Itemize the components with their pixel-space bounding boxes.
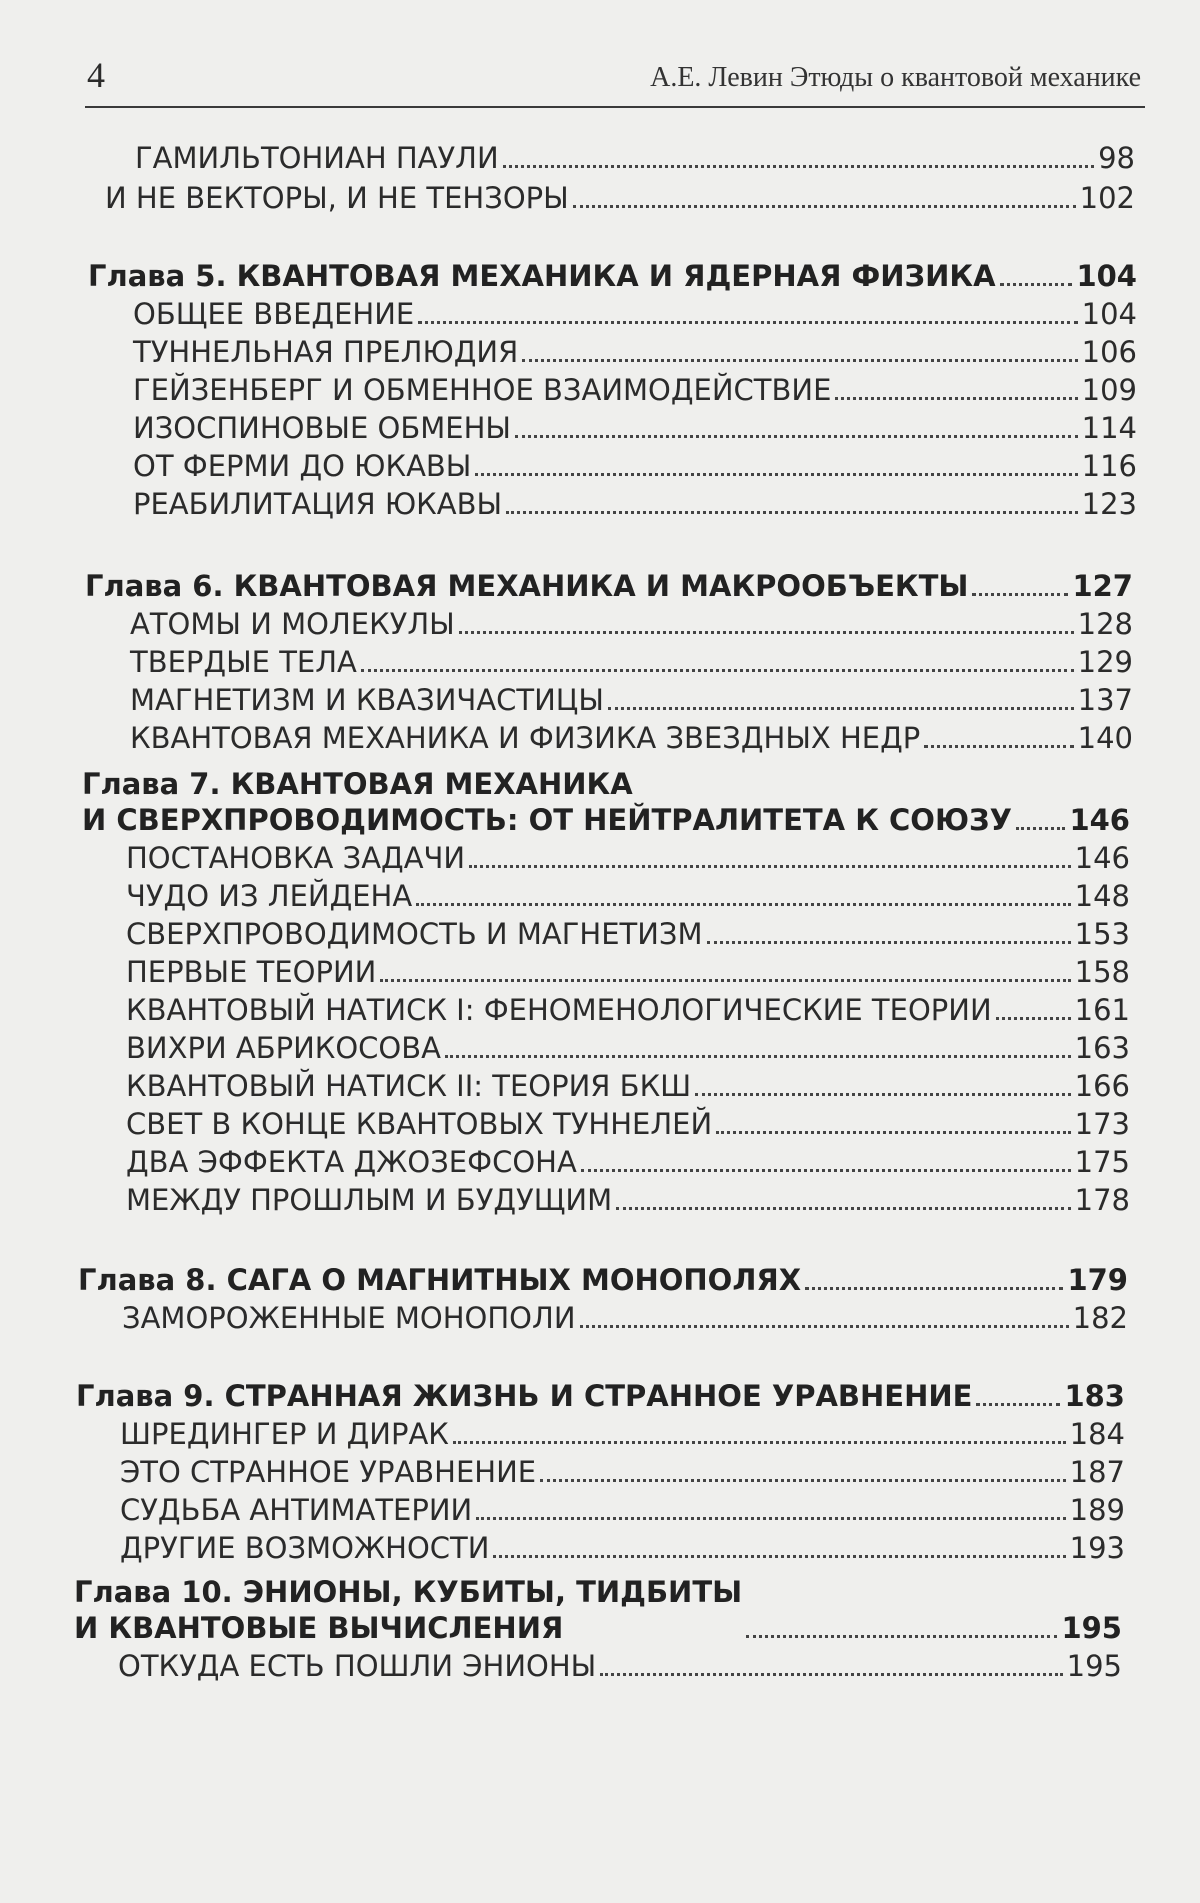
toc-page-number: 183 [1064,1379,1125,1413]
dot-leader [573,205,1076,208]
toc-entry-title: ГАМИЛЬТОНИАН ПАУЛИ [135,141,499,175]
toc-page-number: 129 [1077,645,1133,679]
dot-leader [522,359,1077,362]
toc-section-entry[interactable] [126,1144,1130,1180]
dot-leader [600,1673,1062,1676]
dot-leader [608,707,1074,710]
toc-chapter-entry[interactable] [76,1378,1125,1414]
toc-entry-title [82,766,1012,838]
toc-entry-title: ШРЕДИНГЕР И ДИРАК [120,1417,449,1451]
toc-section-entry[interactable] [126,1068,1130,1104]
toc-section-entry[interactable] [122,1300,1128,1336]
toc-page-number: 140 [1077,721,1133,755]
toc-entry-title: АТОМЫ И МОЛЕКУЛЫ [130,607,455,641]
toc-section-entry[interactable] [133,296,1137,332]
dot-leader [361,669,1074,672]
dot-leader [380,979,1070,982]
dot-leader [616,1207,1071,1210]
dot-leader [475,473,1077,476]
toc-entry-title: ТУННЕЛЬНАЯ ПРЕЛЮДИЯ [133,335,519,369]
toc-page-number: 187 [1069,1455,1125,1489]
toc-section-entry[interactable] [120,1416,1125,1452]
toc-entry-title: СВЕРХПРОВОДИМОСТЬ И МАГНЕТИЗМ [126,917,703,951]
toc-entry-title: ГЕЙЗЕНБЕРГ И ОБМЕННОЕ ВЗАИМОДЕЙСТВИЕ [133,373,832,407]
toc-section-entry[interactable] [118,1648,1122,1684]
toc-entry-title: ДРУГИЕ ВОЗМОЖНОСТИ [120,1531,490,1565]
toc-chapter-entry[interactable] [78,1262,1128,1298]
page-header [85,48,1145,108]
toc-section-entry[interactable] [126,916,1130,952]
toc-entry-title: ЭТО СТРАННОЕ УРАВНЕНИЕ [120,1455,537,1489]
dot-leader [976,1403,1060,1406]
toc-page-number: 109 [1081,373,1137,407]
toc-section-entry[interactable] [126,840,1130,876]
toc-page-number: 148 [1074,879,1130,913]
toc-section-entry[interactable] [130,682,1133,718]
toc-page-number: 137 [1077,683,1133,717]
toc-page-number: 166 [1074,1069,1130,1103]
dot-leader [459,631,1074,634]
toc-section-entry[interactable] [133,410,1137,446]
dot-leader [581,1169,1071,1172]
toc-page-number: 104 [1081,297,1137,331]
toc-section-entry[interactable] [126,992,1130,1028]
toc-page-number: 158 [1074,955,1130,989]
toc-section-entry[interactable] [126,878,1130,914]
toc-page-number: 189 [1069,1493,1125,1527]
dot-leader [493,1555,1065,1558]
toc-entry-title: КВАНТОВЫЙ НАТИСК I: ФЕНОМЕНОЛОГИЧЕСКИЕ ТЕОРИИ [126,993,992,1027]
toc-entry-title: КВАНТОВАЯ МЕХАНИКА И ФИЗИКА ЗВЕЗДНЫХ НЕДР [130,721,921,755]
toc-page-number: 161 [1074,993,1130,1027]
toc-entry-title: ЗАМОРОЖЕННЫЕ МОНОПОЛИ [122,1301,576,1335]
toc-entry-title [74,1574,742,1646]
toc-entry-title: МАГНЕТИЗМ И КВАЗИЧАСТИЦЫ [130,683,604,717]
dot-leader [580,1325,1069,1328]
toc-page-number: 127 [1072,569,1133,603]
toc-section-entry[interactable] [105,180,1135,216]
toc-entry-title: ПОСТАНОВКА ЗАДАЧИ [126,841,466,875]
dot-leader [506,511,1078,514]
page-number: 4 [87,55,105,95]
dot-leader [805,1287,1063,1290]
toc-page-number: 173 [1074,1107,1130,1141]
dot-leader [972,593,1068,596]
toc-entry-title: Глава 6. КВАНТОВАЯ МЕХАНИКА И МАКРООБЪЕКТЫ [85,569,969,603]
toc-page-number: 153 [1074,917,1130,951]
toc-entry-title: КВАНТОВЫЙ НАТИСК II: ТЕОРИЯ БКШ [126,1069,692,1103]
toc-entry-title: ТВЕРДЫЕ ТЕЛА [130,645,357,679]
toc-entry-title: ПЕРВЫЕ ТЕОРИИ [126,955,377,989]
toc-section-entry[interactable] [133,372,1137,408]
toc-page-number: 104 [1076,259,1137,293]
dot-leader [515,435,1078,438]
dot-leader [445,1055,1071,1058]
toc-page-number: 98 [1098,141,1135,175]
dot-leader [503,165,1094,168]
toc-entry-title: Глава 9. СТРАННАЯ ЖИЗНЬ И СТРАННОЕ УРАВНЕНИЕ [76,1379,973,1413]
dot-leader [453,1441,1066,1444]
toc-section-entry[interactable] [130,606,1133,642]
toc-chapter-entry[interactable] [85,568,1133,604]
running-head: А.Е. Левин Этюды о квантовой механике [650,62,1141,93]
dot-leader [996,1017,1071,1020]
toc-section-entry[interactable] [133,486,1137,522]
toc-entry-title: И НЕ ВЕКТОРЫ, И НЕ ТЕНЗОРЫ [105,181,569,215]
dot-leader [695,1093,1070,1096]
dot-leader [716,1131,1070,1134]
dot-leader [469,865,1071,868]
toc-page-number: 146 [1074,841,1130,875]
toc-entry-title-line: Глава 10. ЭНИОНЫ, КУБИТЫ, ТИДБИТЫ [74,1575,743,1609]
toc-entry-title: Глава 5. КВАНТОВАЯ МЕХАНИКА И ЯДЕРНАЯ ФИЗИКА [88,259,996,293]
toc-section-entry[interactable] [126,1182,1130,1218]
toc-page-number: 116 [1081,449,1137,483]
toc-section-entry[interactable] [133,448,1137,484]
toc-page-number: 182 [1072,1301,1128,1335]
toc-entry-title: СВЕТ В КОНЦЕ КВАНТОВЫХ ТУННЕЛЕЙ [126,1107,713,1141]
toc-entry-title: ИЗОСПИНОВЫЕ ОБМЕНЫ [133,411,511,445]
dot-leader [476,1517,1065,1520]
toc-page-number: 123 [1081,487,1137,521]
toc-entry-title: ВИХРИ АБРИКОСОВА [126,1031,441,1065]
toc-entry-title: ОТ ФЕРМИ ДО ЮКАВЫ [133,449,472,483]
toc-entry-title-line: И СВЕРХПРОВОДИМОСТЬ: ОТ НЕЙТРАЛИТЕТА К СОЮЗУ [82,803,1012,837]
dot-leader [707,941,1071,944]
toc-chapter-entry[interactable] [74,1574,1122,1646]
toc-page-number: 178 [1074,1183,1130,1217]
dot-leader [418,321,1077,324]
toc-entry-title: Глава 8. САГА О МАГНИТНЫХ МОНОПОЛЯХ [78,1263,802,1297]
dot-leader [540,1479,1066,1482]
toc-section-entry[interactable] [130,644,1133,680]
toc-section-entry[interactable] [120,1530,1125,1566]
toc-page-number: 175 [1074,1145,1130,1179]
toc-page-number: 179 [1067,1263,1128,1297]
toc-section-entry[interactable] [120,1454,1125,1490]
toc-section-entry[interactable] [135,140,1135,176]
dot-leader [416,903,1070,906]
toc-entry-title: ДВА ЭФФЕКТА ДЖОЗЕФСОНА [126,1145,577,1179]
toc-entry-title-line: И КВАНТОВЫЕ ВЫЧИСЛЕНИЯ [74,1611,564,1645]
toc-section-entry[interactable] [120,1492,1125,1528]
toc-page-number: 128 [1077,607,1133,641]
toc-entry-title: ЧУДО ИЗ ЛЕЙДЕНА [126,879,413,913]
toc-entry-title: РЕАБИЛИТАЦИЯ ЮКАВЫ [133,487,503,521]
toc-page-number: 114 [1081,411,1137,445]
dot-leader [746,1635,1057,1638]
toc-chapter-entry[interactable] [88,258,1137,294]
dot-leader [1000,283,1073,286]
toc-section-entry[interactable] [126,1030,1130,1066]
toc-section-entry[interactable] [133,334,1137,370]
toc-section-entry[interactable] [130,720,1133,756]
toc-page-number: 193 [1069,1531,1125,1565]
toc-page-number: 106 [1081,335,1137,369]
dot-leader [1016,827,1065,830]
toc-page-number: 184 [1069,1417,1125,1451]
toc-page-number: 163 [1074,1031,1130,1065]
toc-entry-title-line: Глава 7. КВАНТОВАЯ МЕХАНИКА [82,767,633,801]
toc-page-number: 195 [1061,1611,1122,1645]
toc-entry-title: МЕЖДУ ПРОШЛЫМ И БУДУЩИМ [126,1183,613,1217]
toc-page-number: 102 [1079,181,1135,215]
toc-entry-title: СУДЬБА АНТИМАТЕРИИ [120,1493,473,1527]
toc-entry-title: ОТКУДА ЕСТЬ ПОШЛИ ЭНИОНЫ [118,1649,597,1683]
dot-leader [924,745,1073,748]
toc-page-number: 195 [1066,1649,1122,1683]
dot-leader [835,397,1077,400]
toc-section-entry[interactable] [126,954,1130,990]
toc-section-entry[interactable] [126,1106,1130,1142]
toc-entry-title: ОБЩЕЕ ВВЕДЕНИЕ [133,297,415,331]
toc-page-number: 146 [1069,803,1130,837]
toc-chapter-entry[interactable] [82,766,1130,838]
